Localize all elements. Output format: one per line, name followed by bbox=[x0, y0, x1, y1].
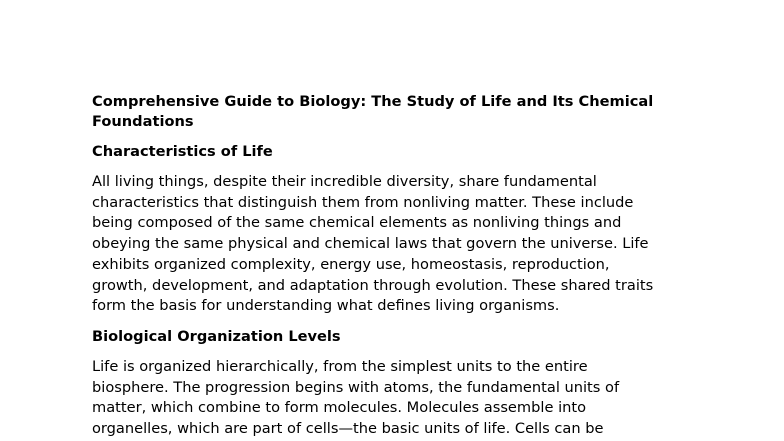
title-line: Comprehensive Guide to Biology: The Study of Life and Its Chemical bbox=[92, 93, 654, 110]
title-line: Foundations bbox=[92, 113, 194, 130]
paragraph-line: matter, which combine to form molecules. Molecules assemble into bbox=[92, 399, 587, 417]
paragraph-line: form the basis for understanding what defines living organisms. bbox=[92, 297, 560, 315]
paragraph-line: exhibits organized complexity, energy use, homeostasis, reproduction, bbox=[92, 255, 610, 273]
paragraph-organization bbox=[92, 357, 692, 440]
paragraph-line: biosphere. The progression begins with atoms, the fundamental units of bbox=[92, 378, 620, 396]
paragraph-line: obeying the same physical and chemical laws that govern the universe. Life bbox=[92, 235, 649, 253]
paragraph-line: Life is organized hierarchically, from the simplest units to the entire bbox=[92, 357, 588, 375]
section-heading-characteristics: Characteristics of Life bbox=[92, 143, 273, 160]
paragraph-line: organelles, which are part of cells—the basic units of life. Cells can be bbox=[92, 420, 604, 438]
document-body bbox=[92, 92, 692, 441]
paragraph-line: growth, development, and adaptation through evolution. These shared traits bbox=[92, 276, 654, 294]
paragraph-line: being composed of the same chemical elements as nonliving things and bbox=[92, 214, 622, 232]
document-title bbox=[92, 92, 692, 132]
paragraph-characteristics bbox=[92, 172, 692, 317]
section-heading-organization: Biological Organization Levels bbox=[92, 327, 341, 345]
paragraph-line: All living things, despite their incredible diversity, share fundamental bbox=[92, 173, 597, 190]
paragraph-line: characteristics that distinguish them from nonliving matter. These include bbox=[92, 193, 634, 211]
